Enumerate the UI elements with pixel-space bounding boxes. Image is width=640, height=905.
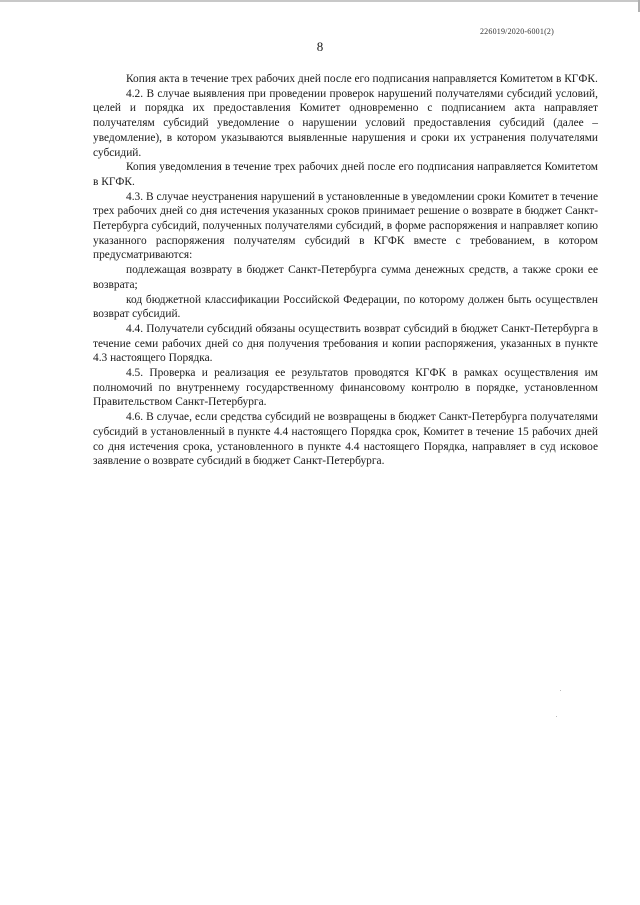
page-number: 8: [316, 39, 324, 54]
scan-top-edge: [0, 0, 640, 2]
paragraph-4-3: 4.3. В случае неустранения нарушений в установленные в уведомлении сроки Комитет в течение трех рабочих дней со дня истечения указанных сроков принимает решение о возврате в бюджет Санкт-Петербурга субсидий, полученных получателями субсидий, в форме распоряжения и направляет копию указанного распоряжения получателям субсидий в КГФК вместе с требованием, в котором предусматриваются:: [93, 190, 598, 262]
paragraph-4-2: 4.2. В случае выявления при проведении проверок нарушений получателями субсидий условий, целей и порядка их предоставления Комитет одновременно с подписанием акта направляет получателям субсидий уведомление о нарушении условий предоставления субсидий (далее – уведомление), в котором указываются выявленные нарушения и сроки их устранения получателями субсидий.: [93, 87, 598, 159]
paragraph-4-6: 4.6. В случае, если средства субсидий не возвращены в бюджет Санкт-Петербурга получателями субсидий в установленный в пункте 4.4 настоящего Порядка срок, Комитет в течение 15 рабочих дней со дня истечения срока, установленного в пункте 4.4 настоящего Порядка, направляет в суд исковое заявление о возврате субсидий в бюджет Санкт-Петербурга.: [93, 411, 598, 468]
scan-speck: [556, 716, 557, 717]
document-reference-number: 226019/2020-6001(2): [479, 27, 554, 36]
paragraph-refund-amount: подлежащая возврату в бюджет Санкт-Петербурга сумма денежных средств, а также сроки ее возврата;: [93, 264, 598, 291]
document-body: [93, 72, 598, 469]
paragraph-notice-copy: Копия уведомления в течение трех рабочих дней после его подписания направляется Комитетом в КГФК.: [93, 161, 598, 188]
paragraph-4-5: 4.5. Проверка и реализация ее результатов проводятся КГФК в рамках осуществления им полномочий по внутреннему государственному финансовому контролю в порядке, установленном Правительством Санкт-Петербурга.: [93, 367, 598, 409]
scan-speck: [560, 690, 561, 691]
paragraph-act-copy: Копия акта в течение трех рабочих дней после его подписания направляется Комитетом в КГФК.: [126, 73, 598, 85]
paragraph-budget-code: код бюджетной классификации Российской Федерации, по которому должен быть осуществлен возврат субсидий.: [93, 293, 598, 321]
paragraph-4-4: 4.4. Получатели субсидий обязаны осуществить возврат субсидий в бюджет Санкт-Петербурга в течение семи рабочих дней со дня получения требования и копии распоряжения, указанных в пункте 4.3 настоящего Порядка.: [93, 322, 598, 365]
